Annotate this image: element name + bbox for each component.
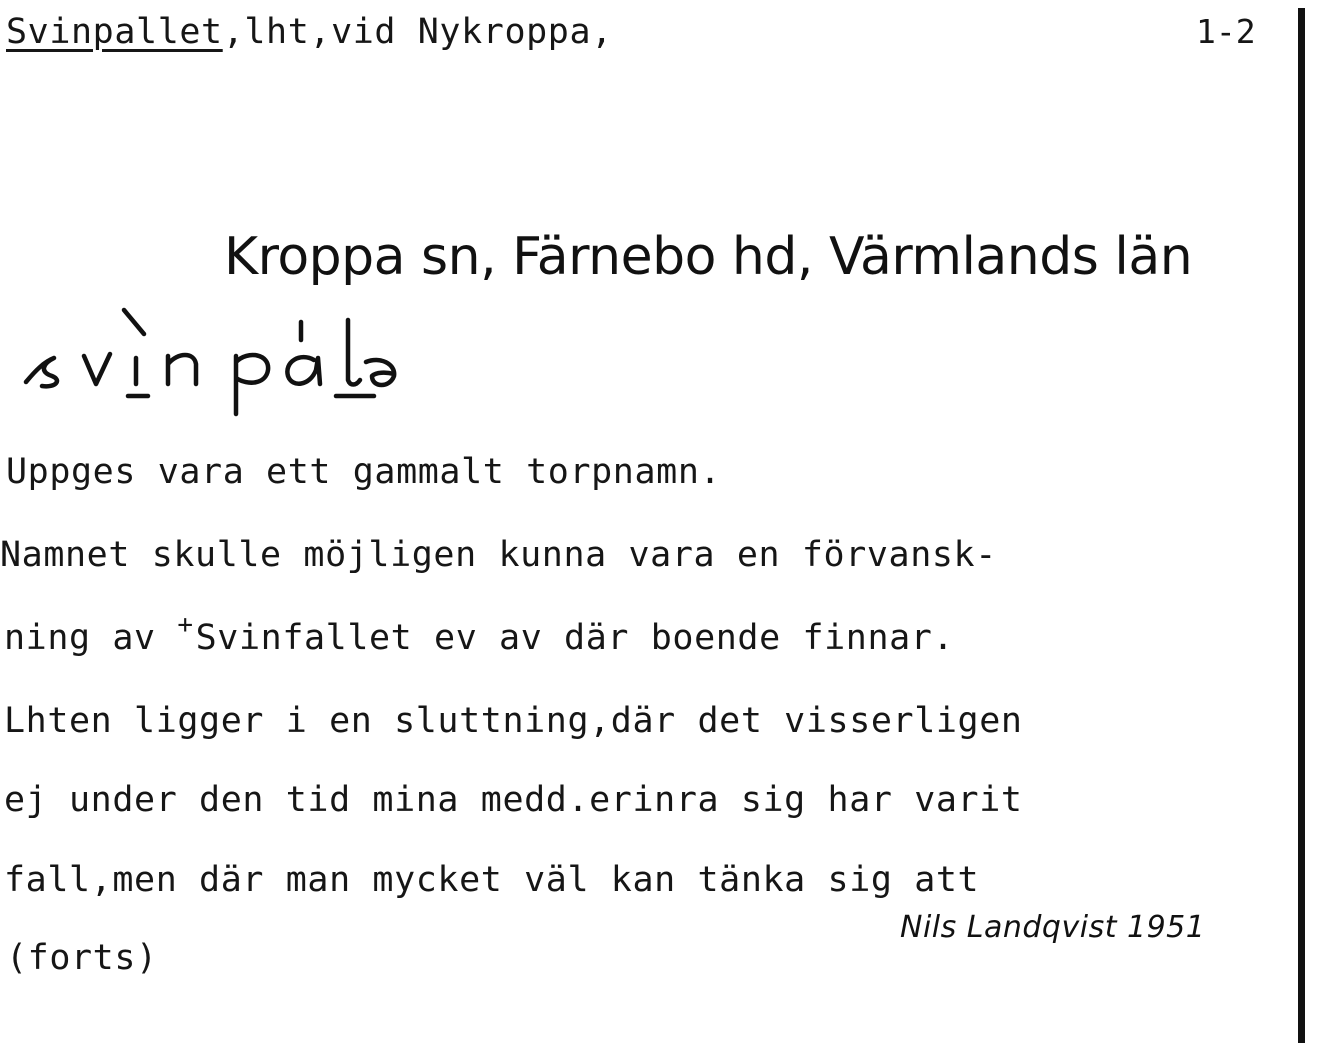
body-line-3-end: Svinfallet ev av där boende finnar. xyxy=(195,618,955,658)
parish-line: Kroppa sn, Färnebo hd, Värmlands län xyxy=(224,227,1193,287)
body-line-1: Uppges vara ett gammalt torpnamn. xyxy=(6,452,722,492)
body-line-4: Lhten ligger i en sluttning,där det visserligen xyxy=(4,701,1023,741)
card-number: 1-2 xyxy=(1196,12,1256,51)
card-heading xyxy=(6,12,613,52)
signature: Nils Landqvist 1951 xyxy=(900,910,1206,945)
reconstructed-form-mark: + xyxy=(177,610,194,640)
body-line-2: Namnet skulle möjligen kunna vara en förvansk- xyxy=(0,535,997,575)
body-line-5: ej under den tid mina medd.erinra sig har varit xyxy=(4,780,1023,820)
body-line-7: (forts) xyxy=(6,938,158,978)
card-edge-line xyxy=(1298,8,1305,1043)
place-name: Svinpallet xyxy=(6,12,223,52)
body-line-6: fall,men där man mycket väl kan tänka sig att xyxy=(4,860,980,900)
place-description: ,lht,vid Nykroppa, xyxy=(222,12,613,52)
body-line-3 xyxy=(4,610,955,661)
phonetic-transcription-handwriting xyxy=(18,300,408,430)
body-line-3-start: ning av xyxy=(4,618,178,658)
